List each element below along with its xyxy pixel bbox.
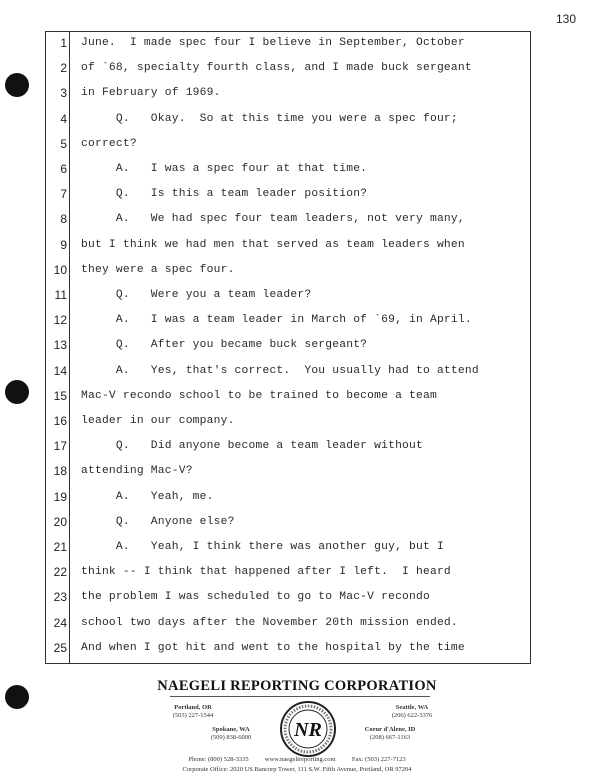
line-number: 20 bbox=[53, 514, 67, 529]
transcript-frame bbox=[45, 31, 531, 664]
transcript-line bbox=[45, 158, 531, 183]
office-spokane bbox=[196, 726, 266, 742]
line-number: 13 bbox=[53, 338, 67, 353]
line-number: 22 bbox=[53, 565, 67, 580]
office-phone: (206) 622-3376 bbox=[391, 712, 433, 719]
line-number: 18 bbox=[53, 464, 67, 479]
transcript-line bbox=[45, 511, 531, 536]
company-underline bbox=[170, 696, 430, 697]
transcript-line bbox=[45, 32, 531, 57]
office-seattle bbox=[372, 704, 452, 720]
transcript-line bbox=[45, 435, 531, 460]
line-number: 3 bbox=[60, 86, 67, 101]
transcript-line bbox=[45, 586, 531, 611]
contact-phone: Phone: (800) 528-3335 bbox=[188, 756, 249, 763]
transcript-line bbox=[45, 561, 531, 586]
line-text: the problem I was scheduled to go to Mac-V recondo bbox=[81, 591, 430, 604]
line-text: leader in our company. bbox=[81, 415, 235, 427]
transcript-line bbox=[45, 309, 531, 334]
line-number: 12 bbox=[53, 313, 67, 328]
contact-website: www.naegelireporting.com bbox=[264, 756, 336, 763]
transcript-line bbox=[45, 486, 531, 511]
transcript-line bbox=[45, 460, 531, 485]
line-text: in February of 1969. bbox=[81, 87, 221, 100]
company-seal-icon bbox=[279, 700, 337, 758]
transcript-line bbox=[45, 234, 531, 259]
line-number: 8 bbox=[60, 212, 67, 227]
line-text: A. I was a team leader in March of `69, in April. bbox=[81, 314, 472, 327]
transcript-line bbox=[45, 334, 531, 359]
office-city: Coeur d'Alene, ID bbox=[364, 726, 416, 733]
office-city: Portland, OR bbox=[174, 704, 212, 711]
line-text: A. Yeah, I think there was another guy, but I bbox=[81, 541, 444, 553]
line-text: Q. Is this a team leader position? bbox=[81, 188, 368, 201]
line-number: 25 bbox=[53, 640, 67, 655]
binder-hole bbox=[5, 73, 29, 97]
line-text: Mac-V recondo school to be trained to become a team bbox=[81, 389, 437, 402]
office-phone: (509) 838-6000 bbox=[210, 734, 252, 741]
transcript-line bbox=[45, 82, 531, 107]
line-number: 14 bbox=[53, 363, 67, 378]
line-text: A. Yeah, me. bbox=[81, 490, 214, 503]
transcript-line bbox=[45, 259, 531, 284]
line-number: 21 bbox=[53, 540, 67, 554]
seal-monogram: NR bbox=[294, 719, 322, 741]
line-text: correct? bbox=[81, 137, 137, 150]
line-number: 4 bbox=[60, 111, 67, 126]
transcript-line bbox=[45, 284, 531, 309]
line-text: A. I was a spec four at that time. bbox=[81, 163, 368, 175]
reporter-footer bbox=[0, 668, 594, 784]
transcript-line bbox=[45, 637, 531, 662]
line-number: 10 bbox=[53, 262, 67, 277]
contact-fax: Fax: (503) 227-7123 bbox=[351, 756, 406, 763]
line-text: Q. Were you a team leader? bbox=[81, 289, 312, 301]
line-number: 23 bbox=[53, 590, 67, 605]
line-number: 19 bbox=[53, 489, 67, 504]
line-text: A. Yes, that's correct. You usually had to attend bbox=[81, 364, 479, 377]
line-text: attending Mac-V? bbox=[81, 465, 193, 478]
line-text: And when I got hit and went to the hospital by the time bbox=[81, 641, 465, 654]
line-text: June. I made spec four I believe in September, October bbox=[81, 37, 465, 49]
line-text: they were a spec four. bbox=[81, 263, 235, 276]
line-text: A. We had spec four team leaders, not very many, bbox=[81, 213, 465, 226]
transcript-line bbox=[45, 108, 531, 133]
office-city: Seattle, WA bbox=[395, 704, 429, 711]
line-number: 15 bbox=[53, 388, 67, 403]
office-coeur bbox=[350, 726, 430, 742]
line-number: 6 bbox=[60, 162, 67, 176]
line-number: 1 bbox=[60, 36, 67, 50]
line-text: Q. Anyone else? bbox=[81, 515, 235, 528]
line-number: 24 bbox=[53, 615, 67, 630]
transcript-line bbox=[45, 536, 531, 561]
corporate-office: Corporate Office: 2020 US Bancorp Tower, 111 S.W. Fifth Avenue, Portland, OR 97204 bbox=[182, 766, 412, 773]
line-number: 16 bbox=[53, 414, 67, 428]
office-phone: (503) 227-1544 bbox=[172, 712, 214, 719]
contact-line bbox=[0, 756, 594, 763]
line-text: school two days after the November 20th mission ended. bbox=[81, 616, 458, 629]
office-portland bbox=[158, 704, 228, 720]
office-city: Spokane, WA bbox=[212, 726, 250, 733]
line-text: Q. Okay. So at this time you were a spec four; bbox=[81, 112, 458, 125]
transcript-line bbox=[45, 57, 531, 82]
transcript-line bbox=[45, 360, 531, 385]
line-text: but I think we had men that served as team leaders when bbox=[81, 238, 465, 251]
line-text: Q. Did anyone become a team leader without bbox=[81, 440, 423, 453]
line-number: 2 bbox=[60, 61, 67, 76]
line-number: 17 bbox=[53, 439, 67, 454]
office-phone: (208) 667-1163 bbox=[369, 734, 411, 741]
transcript-line bbox=[45, 612, 531, 637]
line-number: 11 bbox=[54, 288, 67, 302]
transcript-line bbox=[45, 410, 531, 435]
line-number: 5 bbox=[60, 136, 67, 151]
binder-hole bbox=[5, 380, 29, 404]
transcript-line bbox=[45, 183, 531, 208]
company-name: NAEGELI REPORTING CORPORATION bbox=[157, 678, 437, 694]
transcript-line bbox=[45, 208, 531, 233]
line-text: of `68, specialty fourth class, and I made buck sergeant bbox=[81, 62, 472, 75]
transcript-line bbox=[45, 133, 531, 158]
page-number: 130 bbox=[555, 12, 576, 26]
line-number: 7 bbox=[60, 187, 67, 202]
line-text: Q. After you became buck sergeant? bbox=[81, 339, 368, 352]
transcript-line bbox=[45, 385, 531, 410]
line-number: 9 bbox=[60, 237, 67, 252]
line-text: think -- I think that happened after I left. I heard bbox=[81, 566, 451, 579]
